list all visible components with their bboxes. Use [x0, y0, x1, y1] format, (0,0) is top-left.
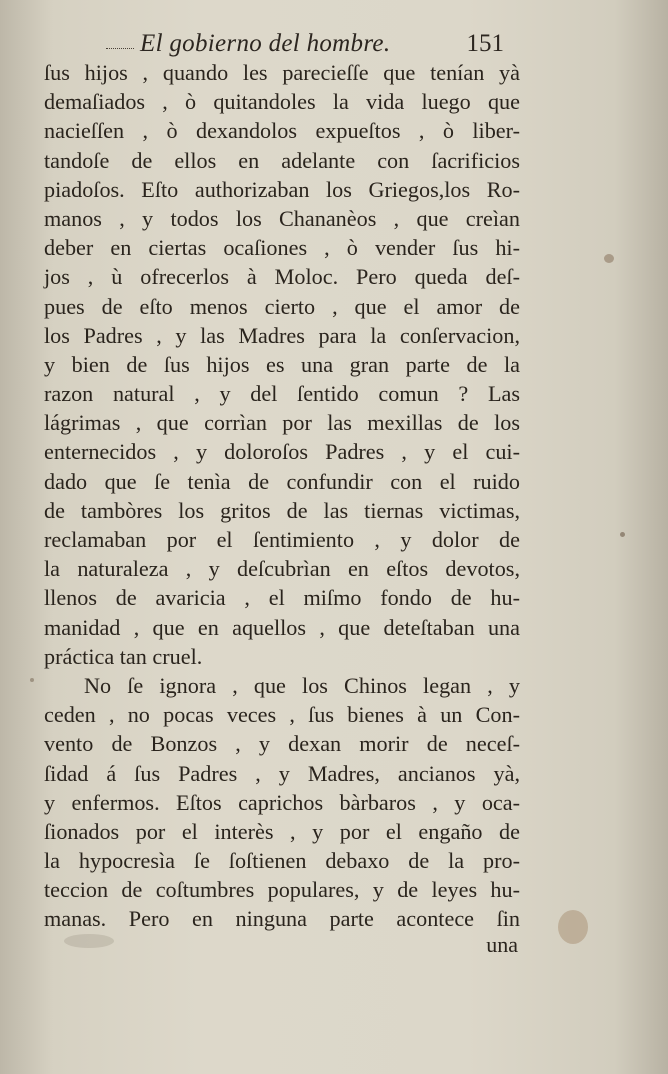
text-line: la hypocresìa ſe ſoſtienen debaxo de la pro-	[44, 848, 520, 874]
paper-stain	[604, 254, 614, 263]
text-line: enternecidos , y doloroſos Padres , y el cui-	[44, 439, 520, 465]
text-line: teccion de coſtumbres populares, y de leyes hu-	[44, 877, 520, 903]
text-line: lágrimas , que corrìan por las mexillas de los	[44, 410, 520, 436]
text-line: ſus hijos , quando les parecieſſe que tenían yà	[44, 60, 520, 85]
paper-stain	[64, 934, 114, 948]
text-line: jos , ù ofrecerlos à Moloc. Pero queda deſ-	[44, 264, 520, 290]
text-line: piadoſos. Eſto authorizaban los Griegos,los Ro-	[44, 176, 520, 202]
paper-stain	[558, 910, 588, 944]
text-line: los Padres , y las Madres para la conſervacion,	[44, 322, 520, 348]
paper-stain	[620, 532, 625, 537]
page-number: 151	[466, 30, 504, 57]
text-line: llenos de avaricia , el miſmo fondo de hu-	[44, 585, 520, 611]
text-line: la naturaleza , y deſcubrìan en eſtos devotos,	[44, 556, 520, 582]
body-text	[44, 58, 520, 934]
text-line: reclamaban por el ſentimiento , y dolor de	[44, 527, 520, 552]
paragraph-end-line: práctica tan cruel.	[44, 643, 203, 669]
text-line: de tambòres los gritos de las tiernas victimas,	[44, 497, 520, 523]
text-line: vento de Bonzos , y dexan morir de neceſ-	[44, 731, 520, 757]
text-line: manidad , que en aquellos , que deteſtaban una	[44, 614, 520, 640]
header-ornament-dash	[106, 48, 134, 50]
text-line: manos , y todos los Chananèos , que creìan	[44, 205, 520, 231]
text-line: ſionados por el interès , y por el engaño de	[44, 818, 520, 844]
running-title: El gobierno del hombre.	[140, 30, 391, 57]
text-line: ceden , no pocas veces , ſus bienes à un Con-	[44, 702, 520, 728]
paper-stain	[30, 678, 34, 682]
text-line: demaſiados , ò quitandoles la vida luego que	[44, 89, 520, 115]
text-line: ſidad á ſus Padres , y Madres, ancianos yà,	[44, 760, 520, 786]
text-line: dado que ſe tenìa de confundir con el ruido	[44, 468, 520, 494]
text-line: manas. Pero en ninguna parte acontece ſin	[44, 906, 520, 932]
text-line: razon natural , y del ſentido comun ? Las	[44, 381, 520, 407]
text-line: deber en ciertas ocaſiones , ò vender ſus hi-	[44, 235, 520, 261]
paragraph-start-line: No ſe ignora , que los Chinos legan , y	[84, 672, 520, 698]
text-line: nacieſſen , ò dexandolos expueſtos , ò liber-	[44, 118, 520, 144]
text-line: tandoſe de ellos en adelante con ſacrificios	[44, 147, 520, 173]
text-line: y enfermos. Eſtos caprichos bàrbaros , y oca-	[44, 789, 520, 815]
text-line: y bien de ſus hijos es una gran parte de la	[44, 351, 520, 377]
text-line: pues de eſto menos cierto , que el amor de	[44, 293, 520, 319]
catchword: una	[486, 932, 518, 957]
